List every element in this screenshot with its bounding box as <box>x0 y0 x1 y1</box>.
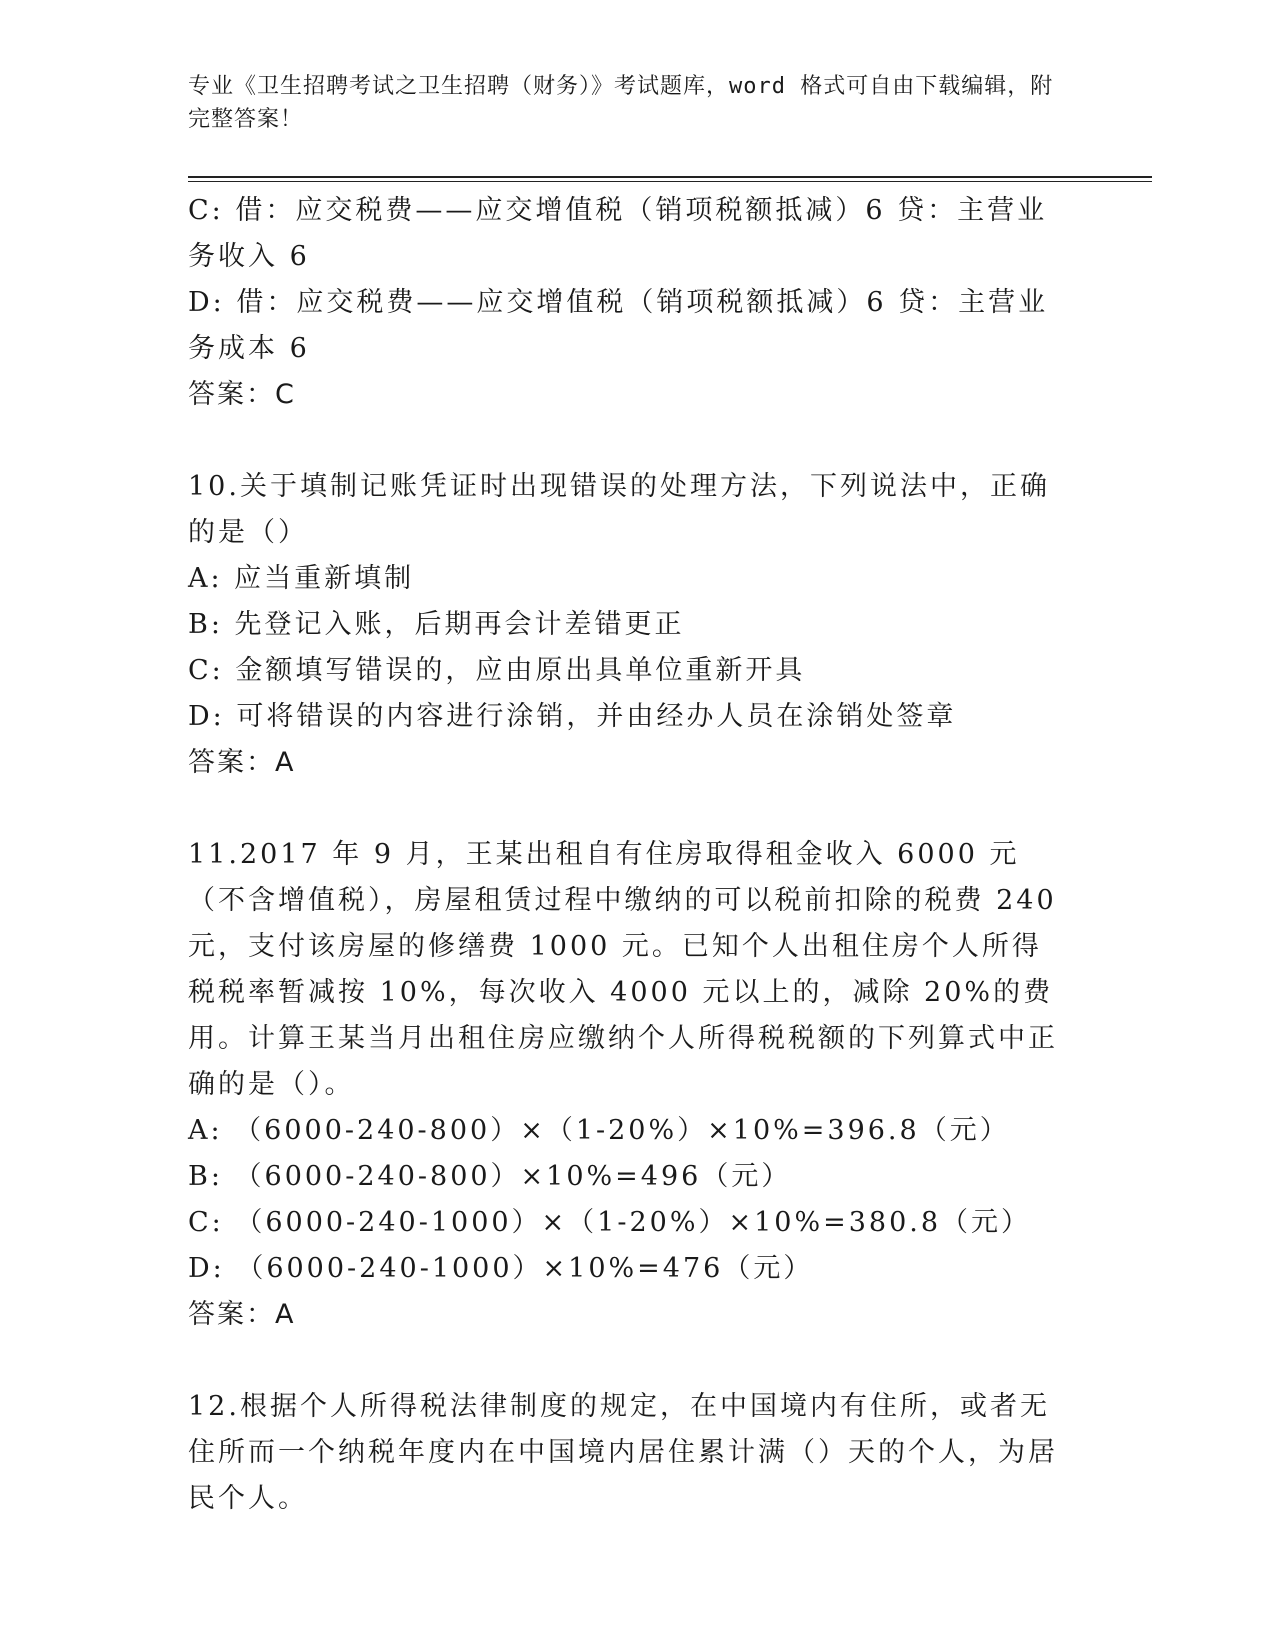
option-c: C: 借：应交税费——应交增值税（销项税额抵减）6 贷：主营业务收入 6 <box>188 195 1048 272</box>
option-b: B: 先登记入账，后期再会计差错更正 <box>188 609 685 640</box>
answer: 答案：A <box>188 1299 296 1330</box>
option-b: B: （6000-240-800）×10%=496（元） <box>188 1161 792 1192</box>
option-a: A: 应当重新填制 <box>188 563 415 594</box>
answer: 答案：C <box>188 379 296 410</box>
header-divider-thick <box>188 176 1152 178</box>
question-12 <box>188 1384 1068 1522</box>
document-header: 专业《卫生招聘考试之卫生招聘（财务）》考试题库，word 格式可自由下载编辑，附完整答案！ <box>188 74 1054 132</box>
option-d: D: （6000-240-1000）×10%=476（元） <box>188 1253 814 1284</box>
option-d: D: 可将错误的内容进行涂销，并由经办人员在涂销处签章 <box>188 701 957 732</box>
question-10 <box>188 464 1068 786</box>
option-c: C: 金额填写错误的，应由原出具单位重新开具 <box>188 655 806 686</box>
question-11 <box>188 832 1068 1338</box>
option-c: C: （6000-240-1000）×（1-20%）×10%=380.8（元） <box>188 1207 1032 1238</box>
question-stem: 10.关于填制记账凭证时出现错误的处理方法，下列说法中，正确的是（） <box>188 471 1050 548</box>
header-divider-thin <box>188 181 1152 182</box>
document-body <box>188 188 1068 1522</box>
question-stem: 12.根据个人所得税法律制度的规定，在中国境内有住所，或者无住所而一个纳税年度内在中国境内居住累计满（）天的个人，为居民个人。 <box>188 1391 1058 1514</box>
spacer <box>188 418 1068 464</box>
option-d: D: 借：应交税费——应交增值税（销项税额抵减）6 贷：主营业务成本 6 <box>188 287 1049 364</box>
question-stem: 11.2017 年 9 月，王某出租自有住房取得租金收入 6000 元（不含增值税），房屋租赁过程中缴纳的可以税前扣除的税费 240 元，支付该房屋的修缮费 1000 元。已知个人出租住房个人所得税税率暂减按 10%，每次收入 4000 元以上的，减除 20%的费用。计算王某当月出租住房应缴纳个人所得税税额的下列算式中正确的是（）。 <box>188 839 1069 1100</box>
spacer <box>188 1338 1068 1384</box>
answer: 答案：A <box>188 747 296 778</box>
option-a: A: （6000-240-800）×（1-20%）×10%=396.8（元） <box>188 1115 1010 1146</box>
question-9-continuation <box>188 188 1068 418</box>
spacer <box>188 786 1068 832</box>
